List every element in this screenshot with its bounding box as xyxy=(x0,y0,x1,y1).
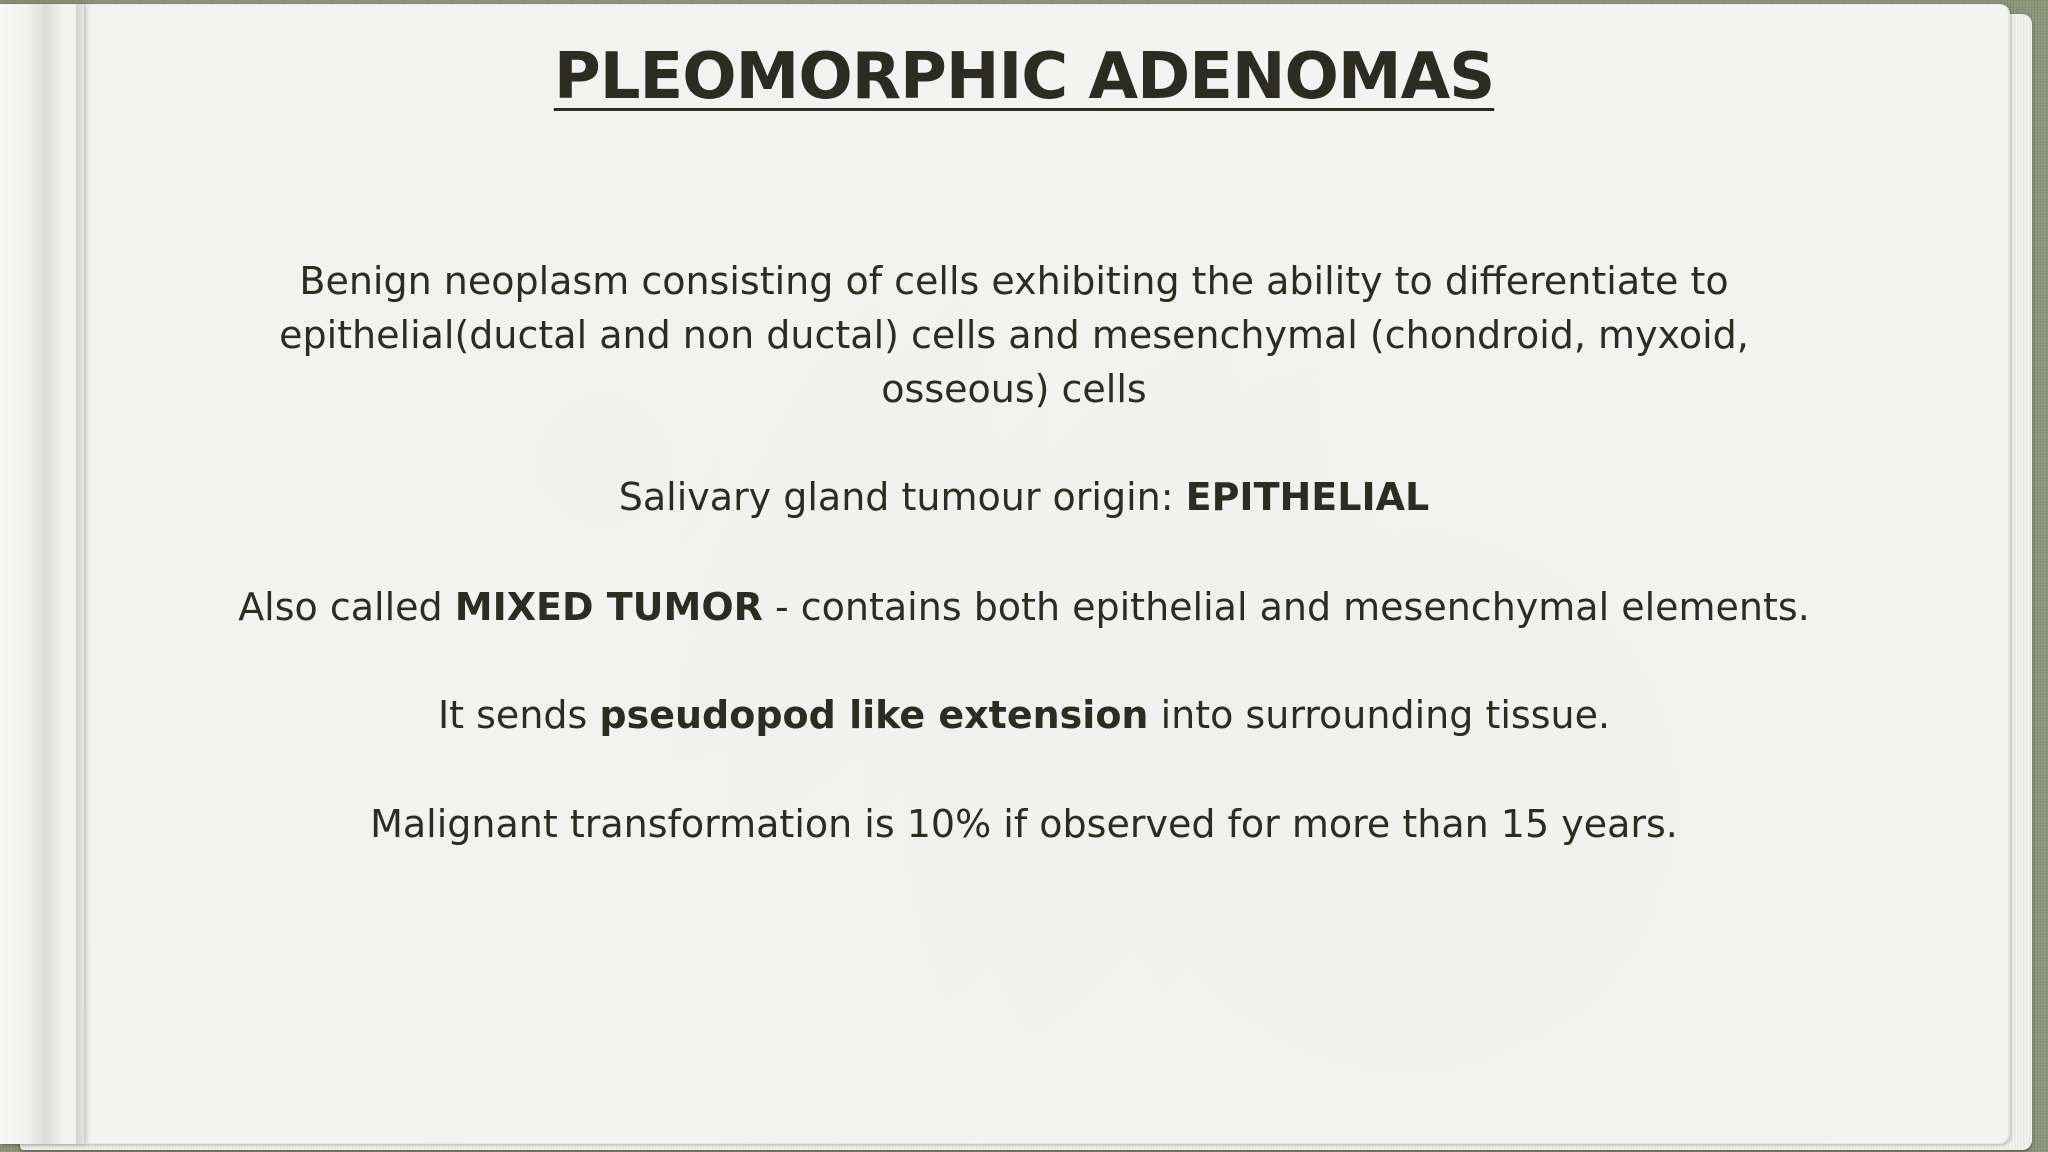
mixed-tumor-paragraph xyxy=(84,580,1964,634)
pseudopod-suffix: into surrounding tissue. xyxy=(1148,693,1611,737)
origin-paragraph xyxy=(84,470,1964,524)
book-binding xyxy=(0,4,84,1144)
origin-text: Salivary gland tumour origin: xyxy=(618,475,1186,519)
origin-bold: EPITHELIAL xyxy=(1185,475,1430,519)
slide-title xyxy=(84,40,1964,114)
pseudopod-bold: pseudopod like extension xyxy=(599,693,1149,737)
slide-title-text: PLEOMORPHIC ADENOMAS xyxy=(553,40,1495,114)
mixed-prefix: Also called xyxy=(238,585,455,629)
definition-paragraph: Benign neoplasm consisting of cells exhibiting the ability to differentiate to epithelial(ductal and non ductal) cells and mesenchymal (chondroid, myxoid, osseous) cells xyxy=(279,259,1749,411)
slide-content xyxy=(84,4,1964,1144)
mixed-bold: MIXED TUMOR xyxy=(454,585,763,629)
pseudopod-prefix: It sends xyxy=(437,693,600,737)
slide-page xyxy=(0,4,2010,1144)
malignancy-paragraph: Malignant transformation is 10% if observed for more than 15 years. xyxy=(370,802,1678,846)
mixed-suffix: - contains both epithelial and mesenchymal elements. xyxy=(762,585,1810,629)
pseudopod-paragraph xyxy=(84,688,1964,742)
